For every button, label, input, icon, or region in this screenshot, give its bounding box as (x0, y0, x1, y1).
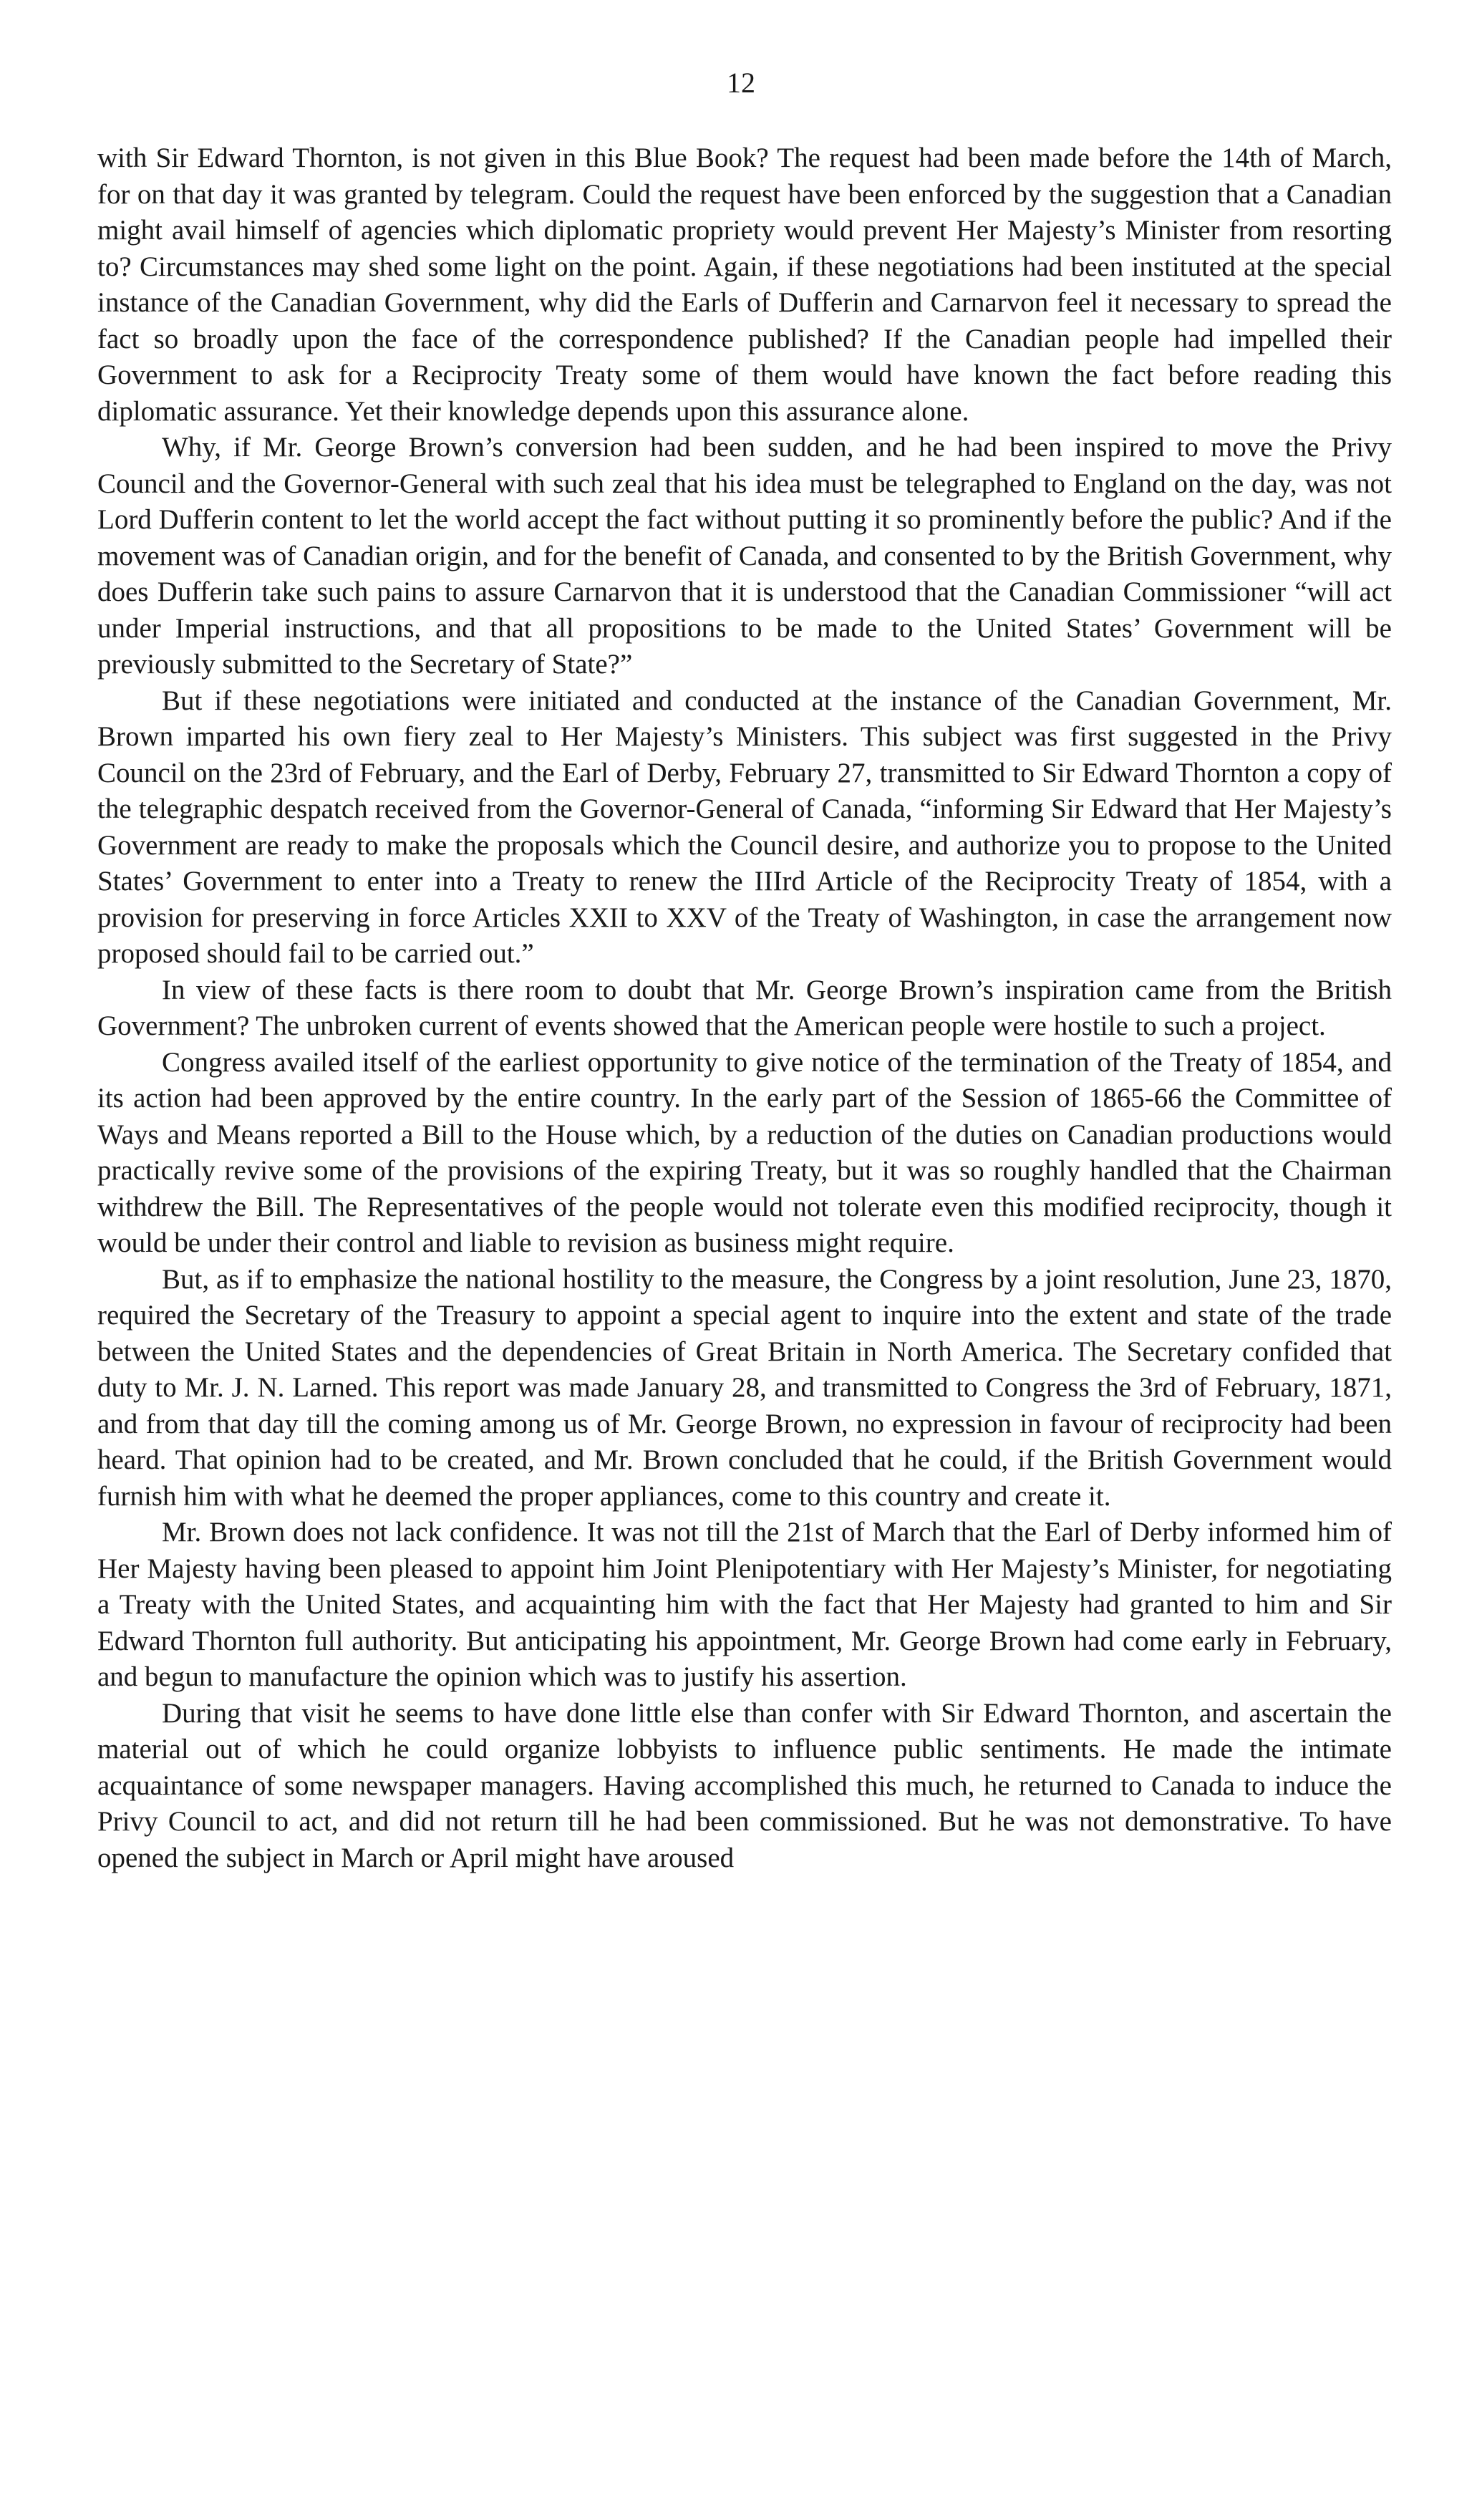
body-text (97, 140, 1392, 1876)
paragraph-thornton-visit: During that visit he seems to have done little else than confer with Sir Edward Thornton, and ascertain the material out of which he could organize lobbyists to influence public sentiments. He made the intimate acquaintance of some newspaper managers. Having accomplished this much, he returned to Canada to induce the Privy Council to act, and did not return till he had been commissioned. But he was not demonstrative. To have opened the subject in March or April might have aroused (97, 1697, 1392, 1873)
paragraph-continued: with Sir Edward Thornton, is not given in this Blue Book? The request had been made before the 14th of March, for on that day it was granted by telegram. Could the request have been enforced by the suggestion that a Canadian might avail himself of agencies which diplomatic propriety would prevent Her Majesty’s Minister from resorting to? Circumstances may shed some light on the point. Again, if these negotiations had been instituted at the special instance of the Canadian Government, why did the Earls of Dufferin and Carnarvon feel it necessary to spread the fact so broadly upon the face of the correspondence published? If the Canadian people had impelled their Government to ask for a Reciprocity Treaty some of them would have known the fact before reading this diplomatic assurance. Yet their knowledge depends upon this assurance alone. (97, 143, 1392, 427)
paragraph-dufferin-question: Why, if Mr. George Brown’s conversion had been sudden, and he had been inspired to move the Privy Council and the Governor-General with such zeal that his idea must be telegraphed to England on the day, was not Lord Dufferin content to let the world accept the fact without putting it so prominently before the public? And if the movement was of Canadian origin, and for the benefit of Canada, and consented to by the British Government, why does Dufferin take such pains to assure Carnarvon that it is understood that the Canadian Commissioner “will act under Imperial instructions, and that all propositions to be made to the United States’ Government will be previously submitted to the Secretary of State?” (97, 432, 1392, 680)
paragraph-negotiations: But if these negotiations were initiated and conducted at the instance of the Canadian Government, Mr. Brown imparted his own fiery zeal to Her Majesty’s Ministers. This subject was first suggested in the Privy Council on the 23rd of February, and the Earl of Derby, February 27, transmitted to Sir Edward Thornton a copy of the telegraphic despatch received from the Governor-General of Canada, “informing Sir Edward that Her Majesty’s Government are ready to make the proposals which the Council desire, and authorize you to propose to the United States’ Government to enter into a Treaty to renew the IIIrd Article of the Reciprocity Treaty of 1854, with a provision for preserving in force Articles XXII to XXV of the Treaty of Washington, in case the arrangement now proposed should fail to be carried out.” (97, 685, 1392, 969)
paragraph-joint-resolution: But, as if to emphasize the national hostility to the measure, the Congress by a joint resolution, June 23, 1870, required the Secretary of the Treasury to appoint a special agent to inquire into the extent and state of the trade between the United States and the dependencies of Great Britain in North America. The Secretary confided that duty to Mr. J. N. Larned. This report was made January 28, and transmitted to Congress the 3rd of February, 1871, and from that day till the coming among us of Mr. George Brown, no expression in favour of reciprocity had been heard. That opinion had to be created, and Mr. Brown concluded that he could, if the British Government would furnish him with what he deemed the proper appliances, come to this country and create it. (97, 1263, 1392, 1512)
paragraph-congress-termination: Congress availed itself of the earliest opportunity to give notice of the termination of the Treaty of 1854, and its action had been approved by the entire country. In the early part of the Session of 1865-66 the Committee of Ways and Means reported a Bill to the House which, by a reduction of the duties on Canadian productions would practically revive some of the provisions of the expiring Treaty, but it was so roughly handled that the Chairman withdrew the Bill. The Representatives of the people would not tolerate even this modified reciprocity, though it would be under their control and liable to revision as business might require. (97, 1046, 1392, 1258)
paragraph-brown-confidence: Mr. Brown does not lack confidence. It was not till the 21st of March that the Earl of Derby informed him of Her Majesty having been pleased to appoint him Joint Plenipotentiary with Her Majesty’s Minister, for negotiating a Treaty with the United States, and acquainting him with the fact that Her Majesty had granted to him and Sir Edward Thornton full authority. But anticipating his appointment, Mr. George Brown had come early in February, and begun to manufacture the opinion which was to justify his assertion. (97, 1517, 1392, 1692)
paragraph-british-inspiration: In view of these facts is there room to doubt that Mr. George Brown’s inspiration came from the British Government? The unbroken current of events showed that the American people were hostile to such a project. (97, 974, 1392, 1041)
page-number: 12 (727, 67, 755, 99)
